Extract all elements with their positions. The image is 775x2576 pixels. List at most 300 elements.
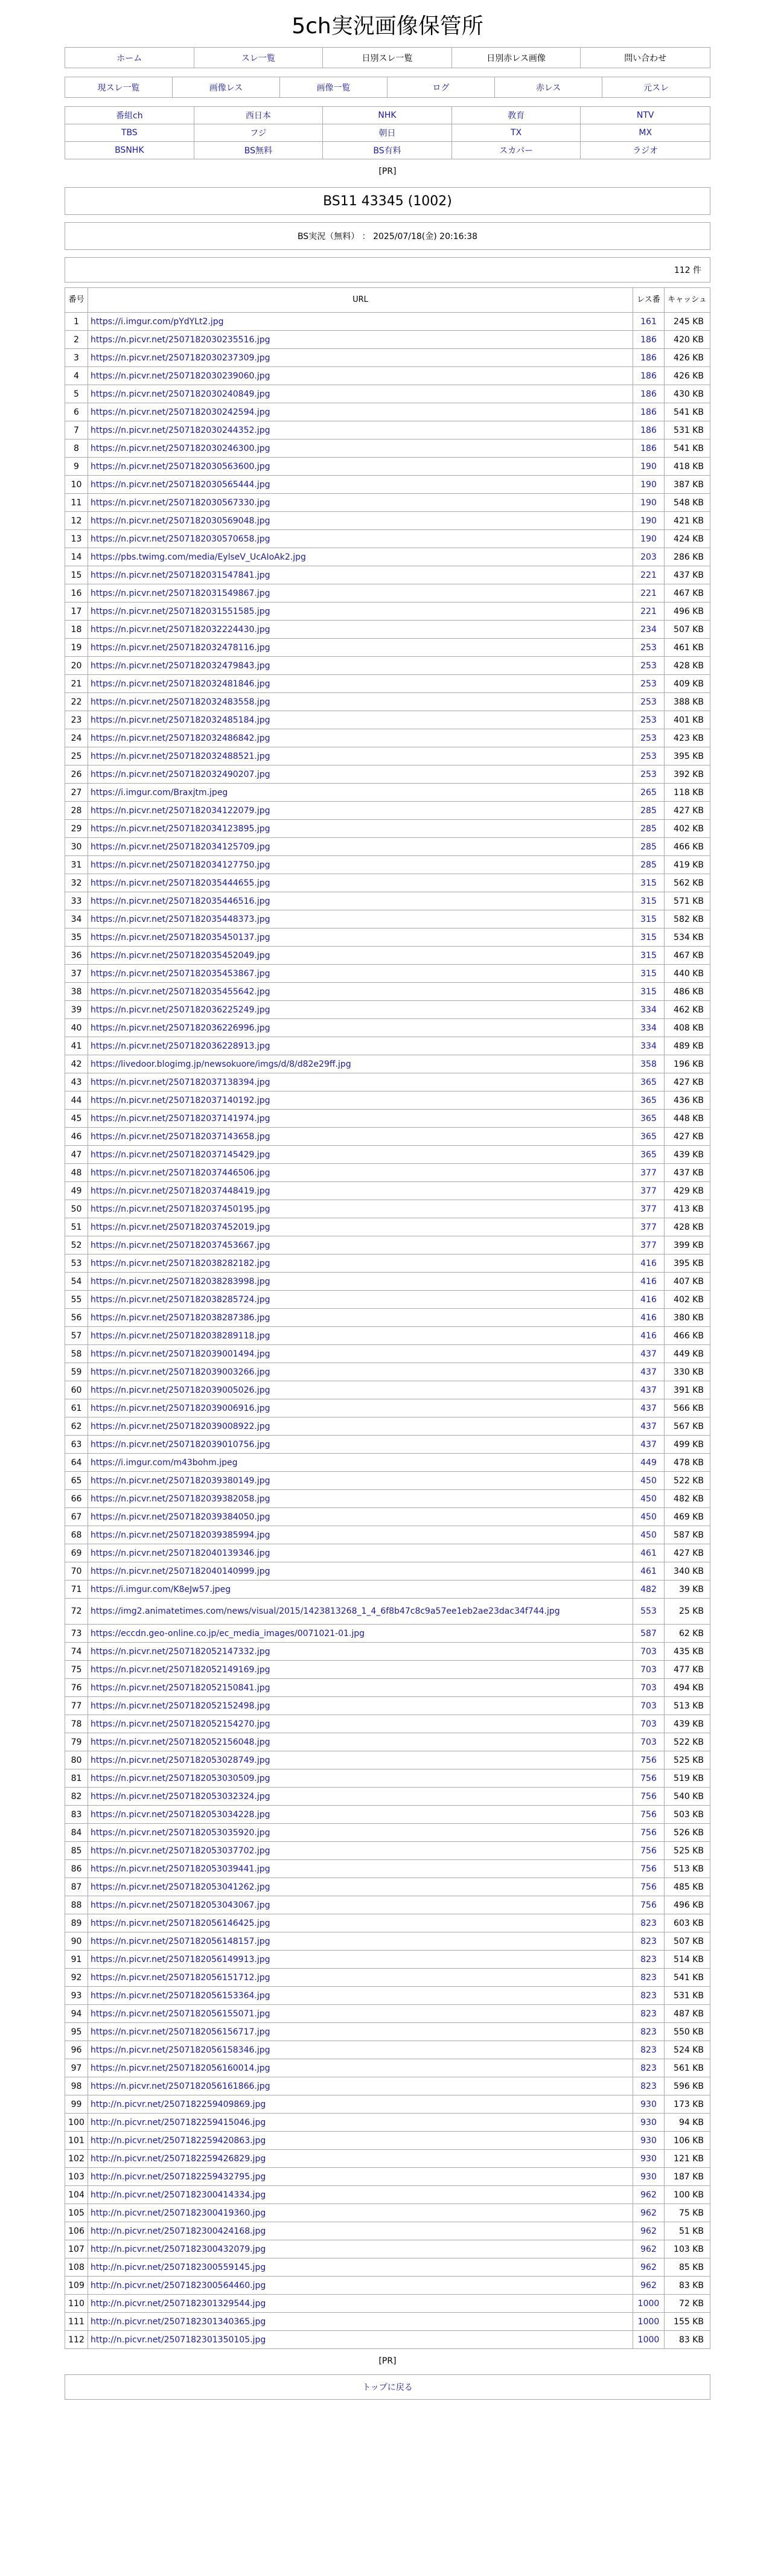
- row-number: 106: [65, 2222, 88, 2240]
- image-url-link[interactable]: https://n.picvr.net/2507182032224430.jpg: [88, 621, 633, 639]
- image-url-link[interactable]: https://n.picvr.net/2507182030567330.jpg: [88, 494, 633, 512]
- nav-thread-list[interactable]: スレ一覧: [194, 48, 324, 68]
- image-url-link[interactable]: https://n.picvr.net/2507182035455642.jpg: [88, 983, 633, 1001]
- image-url-link[interactable]: https://n.picvr.net/2507182037140192.jpg: [88, 1091, 633, 1110]
- image-url-link[interactable]: https://n.picvr.net/2507182052152498.jpg: [88, 1697, 633, 1715]
- channel-link[interactable]: TBS: [65, 124, 194, 142]
- res-number-link[interactable]: 334: [633, 1019, 665, 1037]
- table-row: [65, 331, 710, 349]
- image-url-link[interactable]: https://n.picvr.net/2507182034127750.jpg: [88, 856, 633, 874]
- image-url-link[interactable]: https://i.imgur.com/K8eJw57.jpeg: [88, 1580, 633, 1599]
- res-number-link[interactable]: 253: [633, 639, 665, 657]
- res-number-link[interactable]: 962: [633, 2258, 665, 2277]
- image-url-link[interactable]: https://pbs.twimg.com/media/EylseV_UcAIoAk2.jpg: [88, 548, 633, 566]
- res-number-link[interactable]: 365: [633, 1091, 665, 1110]
- res-number-link[interactable]: 285: [633, 820, 665, 838]
- res-number-link[interactable]: 1000: [633, 2331, 665, 2349]
- image-url-link[interactable]: https://n.picvr.net/2507182030570658.jpg: [88, 530, 633, 548]
- res-number-link[interactable]: 253: [633, 693, 665, 711]
- image-url-link[interactable]: https://n.picvr.net/2507182053030509.jpg: [88, 1769, 633, 1788]
- res-number-link[interactable]: 315: [633, 983, 665, 1001]
- table-row: [65, 1824, 710, 1842]
- image-url-link[interactable]: https://n.picvr.net/2507182031547841.jpg: [88, 566, 633, 584]
- res-number-link[interactable]: 823: [633, 1932, 665, 1951]
- image-url-link[interactable]: https://n.picvr.net/2507182053043067.jpg: [88, 1896, 633, 1914]
- image-url-link[interactable]: https://n.picvr.net/2507182038285724.jpg: [88, 1291, 633, 1309]
- res-number-link[interactable]: 334: [633, 1001, 665, 1019]
- res-number-link[interactable]: 461: [633, 1562, 665, 1580]
- image-url-link[interactable]: https://n.picvr.net/2507182056146425.jpg: [88, 1914, 633, 1932]
- image-url-link[interactable]: https://n.picvr.net/2507182056160014.jpg: [88, 2059, 633, 2077]
- res-number-link[interactable]: 823: [633, 2023, 665, 2041]
- channel-link[interactable]: BS有料: [323, 142, 452, 159]
- res-number-link[interactable]: 221: [633, 584, 665, 602]
- image-url-link[interactable]: https://n.picvr.net/2507182053039441.jpg: [88, 1860, 633, 1878]
- image-url-link[interactable]: https://img2.animatetimes.com/news/visual/2015/1423813268_1_4_6f8b47c8c9a57ee1eb2ae23dac34f744.jpg: [88, 1599, 633, 1625]
- image-url-link[interactable]: https://n.picvr.net/2507182039385994.jpg: [88, 1526, 633, 1544]
- res-number-link[interactable]: 962: [633, 2204, 665, 2222]
- row-number: 18: [65, 621, 88, 639]
- image-url-link[interactable]: https://n.picvr.net/2507182038287386.jpg: [88, 1309, 633, 1327]
- image-url-link[interactable]: https://n.picvr.net/2507182039001494.jpg: [88, 1345, 633, 1363]
- image-url-link[interactable]: https://n.picvr.net/2507182030239060.jpg: [88, 367, 633, 385]
- cache-size: 424 KB: [665, 530, 710, 548]
- cache-size: 437 KB: [665, 1164, 710, 1182]
- res-number-link[interactable]: 437: [633, 1436, 665, 1454]
- nav-red-res[interactable]: 赤レス: [495, 77, 602, 97]
- image-url-link[interactable]: http://n.picvr.net/2507182300424168.jpg: [88, 2222, 633, 2240]
- image-url-link[interactable]: http://n.picvr.net/2507182259432795.jpg: [88, 2168, 633, 2186]
- image-url-link[interactable]: https://n.picvr.net/2507182032490207.jpg: [88, 765, 633, 784]
- image-url-link[interactable]: https://n.picvr.net/2507182038289118.jpg: [88, 1327, 633, 1345]
- table-row: [65, 928, 710, 947]
- image-url-link[interactable]: https://n.picvr.net/2507182052149169.jpg: [88, 1661, 633, 1679]
- res-number-link[interactable]: 234: [633, 621, 665, 639]
- image-url-link[interactable]: https://n.picvr.net/2507182036226996.jpg: [88, 1019, 633, 1037]
- image-url-link[interactable]: https://n.picvr.net/2507182056161866.jpg: [88, 2077, 633, 2095]
- row-number: 79: [65, 1733, 88, 1751]
- res-number-link[interactable]: 377: [633, 1236, 665, 1254]
- image-url-link[interactable]: https://n.picvr.net/2507182037446506.jpg: [88, 1164, 633, 1182]
- table-row: [65, 2132, 710, 2150]
- image-url-link[interactable]: https://livedoor.blogimg.jp/newsokuore/imgs/d/8/d82e29ff.jpg: [88, 1055, 633, 1073]
- image-url-link[interactable]: https://n.picvr.net/2507182056158346.jpg: [88, 2041, 633, 2059]
- row-number: 62: [65, 1417, 88, 1436]
- image-url-link[interactable]: https://n.picvr.net/2507182030244352.jpg: [88, 421, 633, 439]
- res-number-link[interactable]: 450: [633, 1472, 665, 1490]
- res-number-link[interactable]: 365: [633, 1073, 665, 1091]
- nav-log[interactable]: ログ: [388, 77, 495, 97]
- image-url-link[interactable]: http://n.picvr.net/2507182301340365.jpg: [88, 2313, 633, 2331]
- res-number-link[interactable]: 253: [633, 675, 665, 693]
- image-url-link[interactable]: https://n.picvr.net/2507182034122079.jpg: [88, 802, 633, 820]
- image-url-link[interactable]: https://n.picvr.net/2507182030246300.jpg: [88, 439, 633, 458]
- image-url-link[interactable]: https://n.picvr.net/2507182039005026.jpg: [88, 1381, 633, 1399]
- image-url-link[interactable]: https://n.picvr.net/2507182040140999.jpg: [88, 1562, 633, 1580]
- res-number-link[interactable]: 203: [633, 548, 665, 566]
- row-number: 20: [65, 657, 88, 675]
- image-url-link[interactable]: https://n.picvr.net/2507182030240849.jpg: [88, 385, 633, 403]
- res-number-link[interactable]: 450: [633, 1490, 665, 1508]
- res-number-link[interactable]: 703: [633, 1643, 665, 1661]
- image-url-link[interactable]: https://n.picvr.net/2507182056153364.jpg: [88, 1987, 633, 2005]
- image-url-link[interactable]: http://n.picvr.net/2507182259415046.jpg: [88, 2114, 633, 2132]
- image-url-link[interactable]: https://n.picvr.net/2507182039006916.jpg: [88, 1399, 633, 1417]
- res-number-link[interactable]: 823: [633, 1969, 665, 1987]
- image-url-link[interactable]: https://n.picvr.net/2507182030563600.jpg: [88, 458, 633, 476]
- image-url-link[interactable]: https://n.picvr.net/2507182032481846.jpg: [88, 675, 633, 693]
- image-url-link[interactable]: https://n.picvr.net/2507182053034228.jpg: [88, 1806, 633, 1824]
- table-row: [65, 2005, 710, 2023]
- channel-link[interactable]: NHK: [323, 107, 452, 124]
- res-number-link[interactable]: 553: [633, 1599, 665, 1625]
- image-url-link[interactable]: https://n.picvr.net/2507182056149913.jpg: [88, 1951, 633, 1969]
- image-url-link[interactable]: https://n.picvr.net/2507182053032324.jpg: [88, 1788, 633, 1806]
- res-number-link[interactable]: 186: [633, 349, 665, 367]
- channel-link[interactable]: 西日本: [194, 107, 324, 124]
- image-url-link[interactable]: https://n.picvr.net/2507182037145429.jpg: [88, 1146, 633, 1164]
- res-number-link[interactable]: 416: [633, 1254, 665, 1273]
- cache-size: 524 KB: [665, 2041, 710, 2059]
- res-number-link[interactable]: 334: [633, 1037, 665, 1055]
- image-url-link[interactable]: http://n.picvr.net/2507182259426829.jpg: [88, 2150, 633, 2168]
- site-title[interactable]: 5ch実況画像保管所: [292, 14, 483, 39]
- res-number-link[interactable]: 930: [633, 2150, 665, 2168]
- cache-size: 430 KB: [665, 385, 710, 403]
- res-number-link[interactable]: 756: [633, 1896, 665, 1914]
- res-number-link[interactable]: 285: [633, 856, 665, 874]
- image-url-link[interactable]: https://n.picvr.net/2507182032485184.jpg: [88, 711, 633, 729]
- res-number-link[interactable]: 962: [633, 2186, 665, 2204]
- cache-size: 582 KB: [665, 910, 710, 928]
- image-url-link[interactable]: https://n.picvr.net/2507182035452049.jpg: [88, 947, 633, 965]
- image-url-link[interactable]: https://n.picvr.net/2507182032486842.jpg: [88, 729, 633, 747]
- res-number-link[interactable]: 221: [633, 566, 665, 584]
- res-number-link[interactable]: 315: [633, 892, 665, 910]
- channel-link[interactable]: MX: [581, 124, 710, 142]
- res-number-link[interactable]: 437: [633, 1417, 665, 1436]
- res-number-link[interactable]: 190: [633, 494, 665, 512]
- image-url-link[interactable]: https://n.picvr.net/2507182056148157.jpg: [88, 1932, 633, 1951]
- nav-image-list[interactable]: 画像一覧: [280, 77, 388, 97]
- table-row: [65, 1625, 710, 1643]
- image-url-link[interactable]: https://n.picvr.net/2507182056155071.jpg: [88, 2005, 633, 2023]
- res-number-link[interactable]: 823: [633, 2041, 665, 2059]
- image-url-link[interactable]: https://n.picvr.net/2507182030569048.jpg: [88, 512, 633, 530]
- res-number-link[interactable]: 253: [633, 657, 665, 675]
- image-url-link[interactable]: https://n.picvr.net/2507182037448419.jpg: [88, 1182, 633, 1200]
- nav-contact[interactable]: 問い合わせ: [624, 53, 667, 63]
- cache-size: 62 KB: [665, 1625, 710, 1643]
- image-url-link[interactable]: https://n.picvr.net/2507182032478116.jpg: [88, 639, 633, 657]
- image-url-link[interactable]: http://n.picvr.net/2507182300414334.jpg: [88, 2186, 633, 2204]
- cache-size: 566 KB: [665, 1399, 710, 1417]
- image-url-link[interactable]: http://n.picvr.net/2507182259420863.jpg: [88, 2132, 633, 2150]
- res-number-link[interactable]: 823: [633, 1951, 665, 1969]
- table-row: [65, 2240, 710, 2258]
- res-number-link[interactable]: 377: [633, 1200, 665, 1218]
- channel-link[interactable]: スカパー: [452, 142, 581, 159]
- image-url-link[interactable]: https://eccdn.geo-online.co.jp/ec_media_images/0071021-01.jpg: [88, 1625, 633, 1643]
- res-number-link[interactable]: 315: [633, 965, 665, 983]
- image-url-link[interactable]: https://n.picvr.net/2507182037143658.jpg: [88, 1128, 633, 1146]
- res-number-link[interactable]: 190: [633, 512, 665, 530]
- res-number-link[interactable]: 190: [633, 458, 665, 476]
- res-number-link[interactable]: 437: [633, 1381, 665, 1399]
- image-url-link[interactable]: https://n.picvr.net/2507182052147332.jpg: [88, 1643, 633, 1661]
- res-number-link[interactable]: 962: [633, 2222, 665, 2240]
- image-url-link[interactable]: https://i.imgur.com/pYdYLt2.jpg: [88, 313, 633, 331]
- image-url-link[interactable]: https://n.picvr.net/2507182030235516.jpg: [88, 331, 633, 349]
- image-url-link[interactable]: https://n.picvr.net/2507182032483558.jpg: [88, 693, 633, 711]
- image-url-link[interactable]: https://n.picvr.net/2507182038282182.jpg: [88, 1254, 633, 1273]
- row-number: 10: [65, 476, 88, 494]
- image-url-link[interactable]: https://i.imgur.com/m43bohm.jpeg: [88, 1454, 633, 1472]
- res-number-link[interactable]: 416: [633, 1273, 665, 1291]
- nav-original-thread[interactable]: 元スレ: [643, 83, 669, 93]
- image-url-link[interactable]: https://n.picvr.net/2507182030565444.jpg: [88, 476, 633, 494]
- res-number-link[interactable]: 186: [633, 403, 665, 421]
- res-number-link[interactable]: 587: [633, 1625, 665, 1643]
- image-url-link[interactable]: https://n.picvr.net/2507182037450195.jpg: [88, 1200, 633, 1218]
- res-number-link[interactable]: 962: [633, 2277, 665, 2295]
- res-number-link[interactable]: 930: [633, 2132, 665, 2150]
- image-url-link[interactable]: http://n.picvr.net/2507182301350105.jpg: [88, 2331, 633, 2349]
- res-number-link[interactable]: 190: [633, 530, 665, 548]
- table-row: [65, 675, 710, 693]
- res-number-link[interactable]: 703: [633, 1697, 665, 1715]
- res-number-link[interactable]: 703: [633, 1715, 665, 1733]
- cache-size: 567 KB: [665, 1417, 710, 1436]
- res-number-link[interactable]: 756: [633, 1860, 665, 1878]
- channel-link[interactable]: BSNHK: [65, 142, 194, 159]
- image-url-link[interactable]: https://n.picvr.net/2507182052154270.jpg: [88, 1715, 633, 1733]
- res-number-link[interactable]: 1000: [633, 2295, 665, 2313]
- image-url-link[interactable]: https://i.imgur.com/Braxjtm.jpeg: [88, 784, 633, 802]
- res-number-link[interactable]: 186: [633, 385, 665, 403]
- res-number-link[interactable]: 190: [633, 476, 665, 494]
- row-number: 84: [65, 1824, 88, 1842]
- channel-link[interactable]: 教育: [452, 107, 581, 124]
- thread-info: BS実況（無料） ： 2025/07/18(金) 20:16:38: [65, 222, 710, 250]
- res-number-link[interactable]: 377: [633, 1164, 665, 1182]
- image-url-link[interactable]: https://n.picvr.net/2507182035446516.jpg: [88, 892, 633, 910]
- res-number-link[interactable]: 756: [633, 1824, 665, 1842]
- res-number-link[interactable]: 756: [633, 1842, 665, 1860]
- image-url-link[interactable]: https://n.picvr.net/2507182053037702.jpg: [88, 1842, 633, 1860]
- image-url-link[interactable]: https://n.picvr.net/2507182056151712.jpg: [88, 1969, 633, 1987]
- image-url-link[interactable]: https://n.picvr.net/2507182039384050.jpg: [88, 1508, 633, 1526]
- res-number-link[interactable]: 449: [633, 1454, 665, 1472]
- res-number-link[interactable]: 365: [633, 1110, 665, 1128]
- res-number-link[interactable]: 930: [633, 2168, 665, 2186]
- res-number-link[interactable]: 285: [633, 838, 665, 856]
- cache-size: 418 KB: [665, 458, 710, 476]
- res-number-link[interactable]: 823: [633, 2077, 665, 2095]
- channel-link[interactable]: 番組ch: [65, 107, 194, 124]
- res-number-link[interactable]: 756: [633, 1751, 665, 1769]
- image-url-link[interactable]: http://n.picvr.net/2507182300419360.jpg: [88, 2204, 633, 2222]
- res-number-link[interactable]: 416: [633, 1291, 665, 1309]
- res-number-link[interactable]: 703: [633, 1679, 665, 1697]
- table-row: [65, 1860, 710, 1878]
- res-number-link[interactable]: 930: [633, 2095, 665, 2114]
- res-number-link[interactable]: 186: [633, 331, 665, 349]
- nav-daily-thread-list[interactable]: 日別スレ一覧: [323, 48, 452, 68]
- table-row: [65, 874, 710, 892]
- res-number-link[interactable]: 416: [633, 1327, 665, 1345]
- res-number-link[interactable]: 823: [633, 2059, 665, 2077]
- nav-current-threads[interactable]: 現スレ一覧: [65, 77, 173, 97]
- image-url-link[interactable]: https://n.picvr.net/2507182052150841.jpg: [88, 1679, 633, 1697]
- res-number-link[interactable]: 416: [633, 1309, 665, 1327]
- res-number-link[interactable]: 823: [633, 2005, 665, 2023]
- res-number-link[interactable]: 703: [633, 1733, 665, 1751]
- row-number: 42: [65, 1055, 88, 1073]
- nav-image-res[interactable]: 画像レス: [173, 77, 280, 97]
- back-to-top-link[interactable]: トップに戻る: [65, 2374, 710, 2400]
- res-number-link[interactable]: 315: [633, 928, 665, 947]
- image-url-link[interactable]: https://n.picvr.net/2507182053028749.jpg: [88, 1751, 633, 1769]
- res-number-link[interactable]: 437: [633, 1345, 665, 1363]
- res-number-link[interactable]: 265: [633, 784, 665, 802]
- row-number: 48: [65, 1164, 88, 1182]
- channel-link[interactable]: TX: [452, 124, 581, 142]
- res-number-link[interactable]: 377: [633, 1218, 665, 1236]
- res-number-link[interactable]: 756: [633, 1878, 665, 1896]
- res-number-link[interactable]: 253: [633, 729, 665, 747]
- res-number-link[interactable]: 315: [633, 947, 665, 965]
- res-number-link[interactable]: 365: [633, 1146, 665, 1164]
- image-url-link[interactable]: https://n.picvr.net/2507182038283998.jpg: [88, 1273, 633, 1291]
- table-row: [65, 1345, 710, 1363]
- cache-size: 409 KB: [665, 675, 710, 693]
- res-number-link[interactable]: 823: [633, 1914, 665, 1932]
- res-number-link[interactable]: 461: [633, 1544, 665, 1562]
- res-number-link[interactable]: 450: [633, 1508, 665, 1526]
- channel-link[interactable]: フジ: [194, 124, 324, 142]
- table-row: [65, 910, 710, 928]
- cache-size: 550 KB: [665, 2023, 710, 2041]
- image-url-link[interactable]: https://n.picvr.net/2507182039003266.jpg: [88, 1363, 633, 1381]
- res-number-link[interactable]: 930: [633, 2114, 665, 2132]
- image-url-link[interactable]: https://n.picvr.net/2507182052156048.jpg: [88, 1733, 633, 1751]
- res-number-link[interactable]: 253: [633, 711, 665, 729]
- res-number-link[interactable]: 186: [633, 421, 665, 439]
- channel-link[interactable]: NTV: [581, 107, 710, 124]
- channel-link[interactable]: ラジオ: [633, 146, 659, 156]
- res-number-link[interactable]: 285: [633, 802, 665, 820]
- res-number-link[interactable]: 253: [633, 747, 665, 765]
- res-number-link[interactable]: 437: [633, 1399, 665, 1417]
- image-url-link[interactable]: https://n.picvr.net/2507182034125709.jpg: [88, 838, 633, 856]
- cache-size: 461 KB: [665, 639, 710, 657]
- image-url-link[interactable]: https://n.picvr.net/2507182039008922.jpg: [88, 1417, 633, 1436]
- image-url-link[interactable]: https://n.picvr.net/2507182040139346.jpg: [88, 1544, 633, 1562]
- image-url-link[interactable]: https://n.picvr.net/2507182037138394.jpg: [88, 1073, 633, 1091]
- table-row: [65, 1236, 710, 1254]
- image-url-link[interactable]: http://n.picvr.net/2507182301329544.jpg: [88, 2295, 633, 2313]
- cache-size: 439 KB: [665, 1146, 710, 1164]
- res-number-link[interactable]: 365: [633, 1128, 665, 1146]
- res-number-link[interactable]: 756: [633, 1806, 665, 1824]
- res-number-link[interactable]: 962: [633, 2240, 665, 2258]
- image-url-link[interactable]: https://n.picvr.net/2507182056156717.jpg: [88, 2023, 633, 2041]
- res-number-link[interactable]: 437: [633, 1363, 665, 1381]
- table-row: [65, 2168, 710, 2186]
- image-url-link[interactable]: https://n.picvr.net/2507182037452019.jpg: [88, 1218, 633, 1236]
- image-url-link[interactable]: http://n.picvr.net/2507182259409869.jpg: [88, 2095, 633, 2114]
- image-url-link[interactable]: https://n.picvr.net/2507182037141974.jpg: [88, 1110, 633, 1128]
- res-number-link[interactable]: 161: [633, 313, 665, 331]
- image-url-link[interactable]: https://n.picvr.net/2507182032479843.jpg: [88, 657, 633, 675]
- image-url-link[interactable]: http://n.picvr.net/2507182300559145.jpg: [88, 2258, 633, 2277]
- cache-size: 340 KB: [665, 1562, 710, 1580]
- res-number-link[interactable]: 1000: [633, 2313, 665, 2331]
- image-url-link[interactable]: https://n.picvr.net/2507182039382058.jpg: [88, 1490, 633, 1508]
- res-number-link[interactable]: 186: [633, 367, 665, 385]
- image-url-link[interactable]: https://n.picvr.net/2507182035453867.jpg: [88, 965, 633, 983]
- channel-link[interactable]: 朝日: [323, 124, 452, 142]
- image-url-link[interactable]: http://n.picvr.net/2507182300432079.jpg: [88, 2240, 633, 2258]
- image-url-link[interactable]: https://n.picvr.net/2507182032488521.jpg: [88, 747, 633, 765]
- image-url-link[interactable]: https://n.picvr.net/2507182039380149.jpg: [88, 1472, 633, 1490]
- image-url-link[interactable]: https://n.picvr.net/2507182053041262.jpg: [88, 1878, 633, 1896]
- row-number: 29: [65, 820, 88, 838]
- row-number: 39: [65, 1001, 88, 1019]
- row-number: 101: [65, 2132, 88, 2150]
- image-url-link[interactable]: https://n.picvr.net/2507182053035920.jpg: [88, 1824, 633, 1842]
- res-number-link[interactable]: 756: [633, 1788, 665, 1806]
- image-url-link[interactable]: https://n.picvr.net/2507182035444655.jpg: [88, 874, 633, 892]
- image-url-link[interactable]: https://n.picvr.net/2507182036228913.jpg: [88, 1037, 633, 1055]
- res-number-link[interactable]: 253: [633, 765, 665, 784]
- cache-size: 423 KB: [665, 729, 710, 747]
- cache-size: 439 KB: [665, 1715, 710, 1733]
- image-url-link[interactable]: https://n.picvr.net/2507182035450137.jpg: [88, 928, 633, 947]
- channel-link[interactable]: BS無料: [194, 142, 324, 159]
- res-number-link[interactable]: 221: [633, 602, 665, 621]
- table-row: [65, 1399, 710, 1417]
- res-number-link[interactable]: 823: [633, 1987, 665, 2005]
- image-url-link[interactable]: https://n.picvr.net/2507182039010756.jpg: [88, 1436, 633, 1454]
- nav-daily-red-res-images[interactable]: 日別赤レス画像: [452, 48, 581, 68]
- image-url-link[interactable]: https://n.picvr.net/2507182030237309.jpg: [88, 349, 633, 367]
- image-url-link[interactable]: https://n.picvr.net/2507182031549867.jpg: [88, 584, 633, 602]
- res-number-link[interactable]: 756: [633, 1769, 665, 1788]
- image-url-link[interactable]: https://n.picvr.net/2507182030242594.jpg: [88, 403, 633, 421]
- res-number-link[interactable]: 377: [633, 1182, 665, 1200]
- image-url-link[interactable]: https://n.picvr.net/2507182037453667.jpg: [88, 1236, 633, 1254]
- res-number-link[interactable]: 703: [633, 1661, 665, 1679]
- res-number-link[interactable]: 186: [633, 439, 665, 458]
- res-number-link[interactable]: 315: [633, 874, 665, 892]
- table-row: [65, 1878, 710, 1896]
- res-number-link[interactable]: 315: [633, 910, 665, 928]
- image-url-link[interactable]: https://n.picvr.net/2507182031551585.jpg: [88, 602, 633, 621]
- image-url-link[interactable]: https://n.picvr.net/2507182036225249.jpg: [88, 1001, 633, 1019]
- res-number-link[interactable]: 358: [633, 1055, 665, 1073]
- image-url-link[interactable]: http://n.picvr.net/2507182300564460.jpg: [88, 2277, 633, 2295]
- nav-home[interactable]: ホーム: [65, 48, 194, 68]
- cache-size: 427 KB: [665, 1544, 710, 1562]
- image-url-link[interactable]: https://n.picvr.net/2507182034123895.jpg: [88, 820, 633, 838]
- res-number-link[interactable]: 482: [633, 1580, 665, 1599]
- image-url-link[interactable]: https://n.picvr.net/2507182035448373.jpg: [88, 910, 633, 928]
- res-number-link[interactable]: 450: [633, 1526, 665, 1544]
- table-row: [65, 1055, 710, 1073]
- table-row: [65, 2295, 710, 2313]
